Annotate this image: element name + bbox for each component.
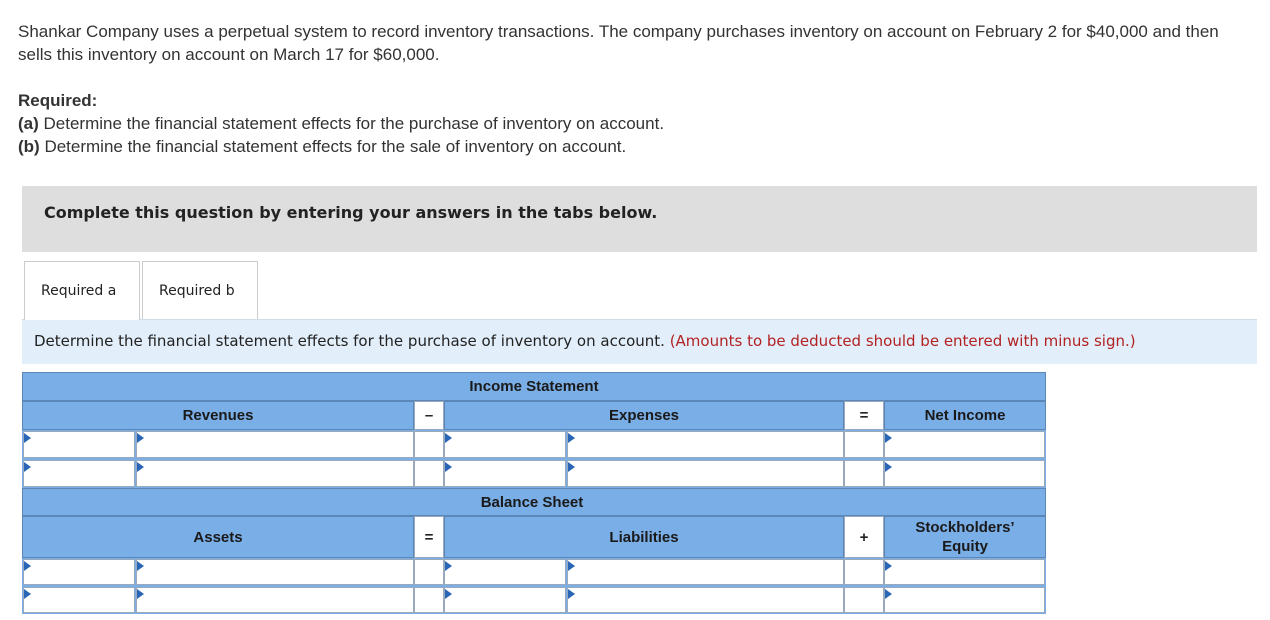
- operator-spacer: [844, 431, 884, 458]
- dropdown-indicator-icon: [885, 433, 892, 443]
- dropdown-indicator-icon: [568, 561, 575, 571]
- revenues-input-2[interactable]: [136, 460, 414, 487]
- operator-spacer: [414, 587, 444, 613]
- liabilities-input-1[interactable]: [567, 559, 844, 585]
- dropdown-indicator-icon: [137, 433, 144, 443]
- required-a-text: Determine the financial statement effects for the purchase of inventory on account.: [38, 114, 665, 133]
- minus-operator: –: [414, 401, 444, 430]
- operator-spacer: [414, 559, 444, 585]
- tab-required-b[interactable]: Required b: [142, 261, 258, 320]
- plus-operator: +: [844, 516, 884, 558]
- dropdown-indicator-icon: [137, 589, 144, 599]
- equity-input-1[interactable]: [884, 559, 1045, 585]
- balance-row-1: [22, 558, 1046, 586]
- required-heading: Required:: [18, 91, 98, 110]
- balance-row-2: [22, 586, 1046, 614]
- required-a-line: [18, 112, 664, 135]
- assets-input-1[interactable]: [136, 559, 414, 585]
- dropdown-indicator-icon: [885, 589, 892, 599]
- income-row-1: [22, 430, 1046, 459]
- dropdown-indicator-icon: [24, 561, 31, 571]
- expenses-header: Expenses: [444, 401, 844, 430]
- required-b-line: [18, 135, 664, 158]
- net-income-input-1[interactable]: [884, 431, 1045, 458]
- assets-header: Assets: [22, 516, 414, 558]
- balance-sheet-title: [22, 488, 1046, 516]
- liabilities-account-select-2[interactable]: [444, 587, 566, 613]
- equals-operator: =: [414, 516, 444, 558]
- net-income-input-2[interactable]: [884, 460, 1045, 487]
- operator-spacer: [414, 431, 444, 458]
- income-statement-title: Income Statement: [22, 372, 1046, 401]
- operator-spacer: [844, 587, 884, 613]
- equals-operator: =: [844, 401, 884, 430]
- dropdown-indicator-icon: [24, 589, 31, 599]
- expenses-account-select-1[interactable]: [444, 431, 566, 458]
- balance-sheet-title-text: Balance Sheet: [480, 493, 584, 511]
- income-row-1-account-select[interactable]: [23, 431, 135, 458]
- liabilities-header: Liabilities: [444, 516, 844, 558]
- expenses-input-2[interactable]: [567, 460, 844, 487]
- dropdown-indicator-icon: [137, 561, 144, 571]
- revenues-header: Revenues: [22, 401, 414, 430]
- income-row-2: [22, 459, 1046, 488]
- income-row-2-account-select[interactable]: [23, 460, 135, 487]
- balance-row-1-account-select[interactable]: [23, 559, 135, 585]
- dropdown-indicator-icon: [137, 462, 144, 472]
- instructions-banner: [22, 186, 1257, 252]
- assets-input-2[interactable]: [136, 587, 414, 613]
- net-income-header: Net Income: [884, 401, 1046, 430]
- expenses-account-select-2[interactable]: [444, 460, 566, 487]
- stockholders-equity-header: Stockholders’ Equity: [884, 516, 1046, 558]
- dropdown-indicator-icon: [885, 561, 892, 571]
- liabilities-account-select-1[interactable]: [444, 559, 566, 585]
- revenues-input-1[interactable]: [136, 431, 414, 458]
- required-b-text: Determine the financial statement effects for the sale of inventory on account.: [39, 137, 627, 156]
- dropdown-indicator-icon: [568, 462, 575, 472]
- dropdown-indicator-icon: [445, 462, 452, 472]
- tab-instruction: [22, 319, 1257, 364]
- dropdown-indicator-icon: [24, 462, 31, 472]
- dropdown-indicator-icon: [568, 433, 575, 443]
- liabilities-input-2[interactable]: [567, 587, 844, 613]
- balance-row-2-account-select[interactable]: [23, 587, 135, 613]
- dropdown-indicator-icon: [885, 462, 892, 472]
- expenses-input-1[interactable]: [567, 431, 844, 458]
- financial-effects-grid: [22, 372, 1046, 614]
- dropdown-indicator-icon: [445, 561, 452, 571]
- tab-required-a[interactable]: Required a: [24, 261, 140, 320]
- dropdown-indicator-icon: [568, 589, 575, 599]
- instruction-note: (Amounts to be deducted should be entered with minus sign.): [669, 332, 1136, 350]
- dropdown-indicator-icon: [445, 589, 452, 599]
- required-a-tag: (a): [18, 114, 39, 133]
- operator-spacer: [414, 460, 444, 487]
- equity-input-2[interactable]: [884, 587, 1045, 613]
- dropdown-indicator-icon: [24, 433, 31, 443]
- operator-spacer: [844, 460, 884, 487]
- operator-spacer: [844, 559, 884, 585]
- instruction-text: Determine the financial statement effects for the purchase of inventory on account.: [34, 332, 670, 350]
- banner-text: Complete this question by entering your answers in the tabs below.: [44, 203, 658, 222]
- required-b-tag: (b): [18, 137, 40, 156]
- required-section: [18, 89, 664, 158]
- dropdown-indicator-icon: [445, 433, 452, 443]
- problem-intro: Shankar Company uses a perpetual system to record inventory transactions. The company purchases inventory on account on February 2 for $40,000 and then sells this inventory on account on March 17 for $60,000.: [18, 22, 1219, 64]
